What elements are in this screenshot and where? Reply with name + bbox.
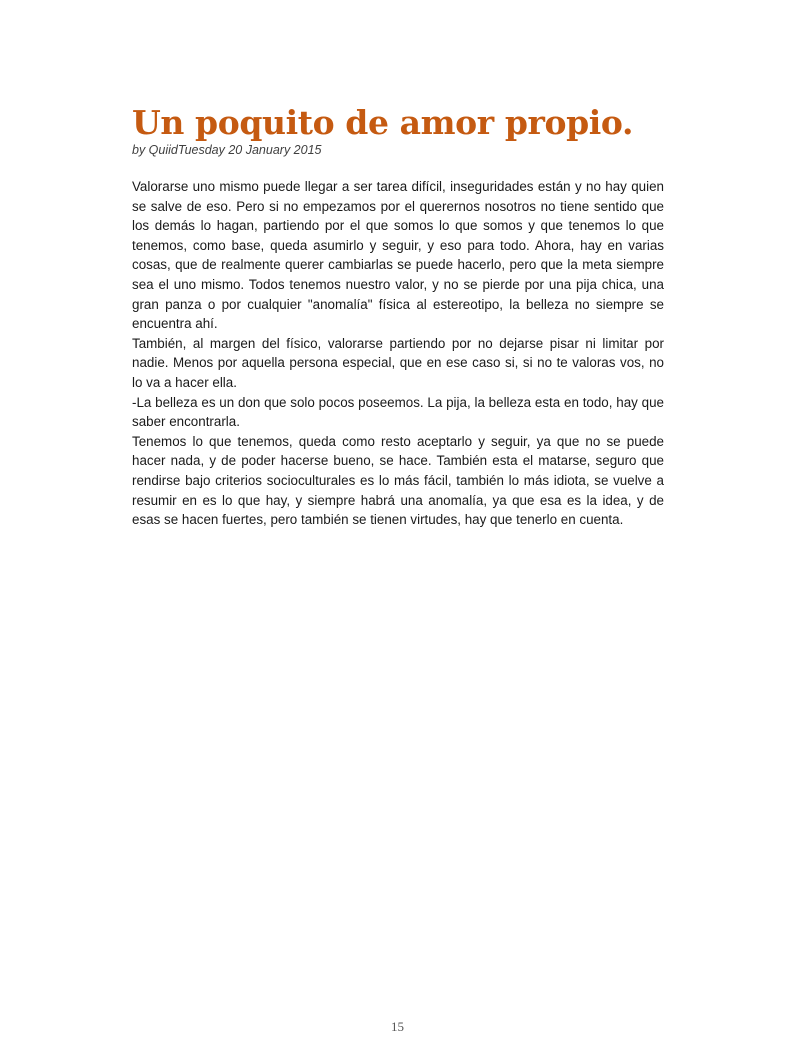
body-paragraph: Tenemos lo que tenemos, queda como resto aceptarlo y seguir, ya que no se puede hacer nada, y de poder hacerse bueno, se hace. También esta el matarse, seguro que rendirse bajo criterios socioculturales es lo más fácil, también lo más idiota, se vuelve a resumir en es lo que hay, y siempre habrá una anomalía, ya que esa es la idea, y de esas se hacen fuertes, pero también se tienen virtudes, hay que tenerlo en cuenta. — [132, 433, 664, 528]
page-number: 15 — [391, 1019, 404, 1034]
body-paragraph: Valorarse uno mismo puede llegar a ser tarea difícil, inseguridades están y no hay quien se salve de eso. Pero si no empezamos por el querernos nosotros no tiene sentido que los demás lo hagan, partiendo por el que somos lo que somos y que tenemos lo que tenemos, como base, queda asumirlo y seguir, y eso para todo. Ahora, hay en varias cosas, que de realmente querer cambiarlas se puede hacerlo, pero que la meta siempre sea el uno mismo. Todos tenemos nuestro valor, y no se pierde por una pija chica, una gran panza o por cualquier "anomalía" física al estereotipo, la belleza no siempre se encuentra ahí. — [132, 179, 664, 332]
body-paragraph: También, al margen del físico, valorarse partiendo por no dejarse pisar ni limitar por nadie. Menos por aquella persona especial, que en ese caso si, si no te valoras vos, no lo va a hacer ella. — [132, 335, 664, 390]
body-paragraph: -La belleza es un don que solo pocos poseemos. La pija, la belleza esta en todo, hay que saber encontrarla. — [132, 394, 664, 430]
article-body — [132, 177, 664, 530]
article-byline: by QuiidTuesday 20 January 2015 — [132, 143, 322, 157]
article-title: Un poquito de amor propio. — [132, 103, 634, 142]
